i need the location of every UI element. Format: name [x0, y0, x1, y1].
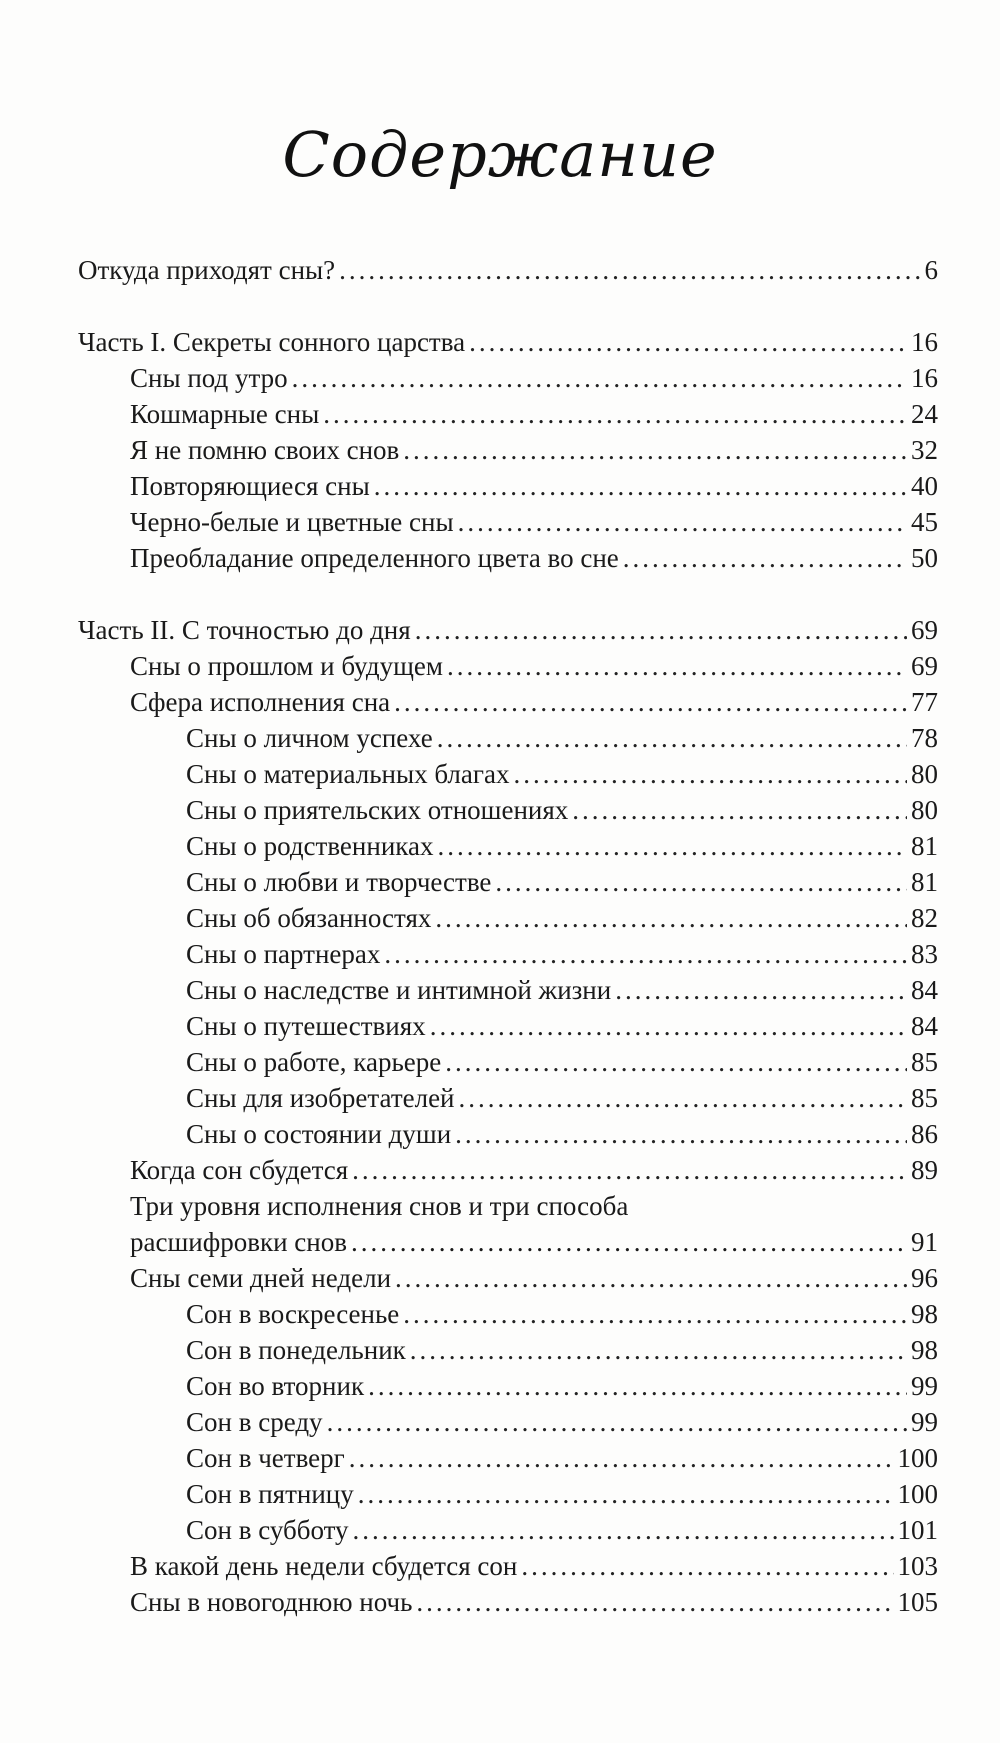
- table-of-contents: [78, 252, 938, 1656]
- toc-leader-dots: [513, 756, 907, 792]
- toc-leader-dots: [458, 504, 907, 540]
- toc-page-number: 69: [911, 651, 938, 681]
- toc-page-number: 16: [911, 327, 938, 357]
- toc-leader-dots: [435, 900, 907, 936]
- toc-entry[interactable]: [78, 1296, 938, 1332]
- toc-entry-part2[interactable]: [78, 612, 938, 648]
- toc-entry-label: В какой день недели сбудется сон: [130, 1551, 518, 1581]
- toc-leader-dots: [403, 1296, 907, 1332]
- toc-page-number: 86: [911, 1119, 938, 1149]
- toc-entry[interactable]: [78, 468, 938, 504]
- toc-entry-label: Сны о партнерах: [186, 939, 381, 969]
- toc-entry[interactable]: [78, 252, 938, 288]
- toc-page-number: 50: [911, 543, 938, 573]
- toc-entry-label: Часть I. Секреты сонного царства: [78, 327, 466, 357]
- toc-page-number: 101: [897, 1515, 938, 1545]
- toc-entry-label: Сон в четверг: [186, 1443, 345, 1473]
- toc-leader-dots: [455, 1116, 907, 1152]
- toc-entry[interactable]: [78, 1080, 938, 1116]
- toc-leader-dots: [615, 972, 907, 1008]
- toc-section-part2: [78, 612, 938, 1620]
- toc-page-number: 100: [897, 1443, 938, 1473]
- toc-page-number: 99: [911, 1371, 938, 1401]
- toc-entry-label: Сны семи дней недели: [130, 1263, 392, 1293]
- toc-entry-label: Сон в субботу: [186, 1515, 349, 1545]
- toc-entry[interactable]: [78, 1044, 938, 1080]
- toc-entry-label: Сны о родственниках: [186, 831, 434, 861]
- toc-leader-dots: [447, 648, 907, 684]
- toc-page-number: 85: [911, 1047, 938, 1077]
- toc-leader-dots: [349, 1440, 894, 1476]
- toc-leader-dots: [445, 1044, 907, 1080]
- toc-entry[interactable]: [78, 1260, 938, 1296]
- toc-page-number: 69: [911, 615, 938, 645]
- toc-entry[interactable]: [78, 1548, 938, 1584]
- toc-leader-dots: [384, 936, 907, 972]
- toc-entry[interactable]: [78, 684, 938, 720]
- toc-entry-label: Сны о приятельских отношениях: [186, 795, 569, 825]
- toc-entry-label: Сны о любви и творчестве: [186, 867, 492, 897]
- toc-entry-label: Сны о путешествиях: [186, 1011, 426, 1041]
- toc-page-number: 81: [911, 867, 938, 897]
- toc-entry[interactable]: [78, 756, 938, 792]
- toc-leader-dots: [339, 252, 920, 288]
- toc-page-number: 24: [911, 399, 938, 429]
- toc-entry[interactable]: [78, 900, 938, 936]
- toc-page-number: 91: [911, 1227, 938, 1257]
- toc-entry-label: Откуда приходят сны?: [78, 255, 336, 285]
- toc-leader-dots: [351, 1224, 907, 1260]
- toc-entry-label: Преобладание определенного цвета во сне: [130, 543, 619, 573]
- toc-section-part1: [78, 324, 938, 576]
- toc-page-number: 16: [911, 363, 938, 393]
- toc-entry-label: Часть II. С точностью до дня: [78, 615, 411, 645]
- toc-page-number: 40: [911, 471, 938, 501]
- toc-leader-dots: [358, 1476, 894, 1512]
- toc-entry[interactable]: [78, 792, 938, 828]
- toc-entry-label: Сны об обязанностях: [186, 903, 432, 933]
- toc-entry-label: Сон в понедельник: [186, 1335, 406, 1365]
- page-title: Содержание: [282, 118, 718, 191]
- toc-entry[interactable]: [78, 1368, 938, 1404]
- toc-entry[interactable]: [78, 648, 938, 684]
- toc-entry-line2: [130, 1224, 938, 1260]
- toc-entry[interactable]: [78, 1584, 938, 1620]
- toc-page-number: 89: [911, 1155, 938, 1185]
- toc-entry-label: Сны под утро: [130, 363, 288, 393]
- toc-entry-label: Сны о материальных благах: [186, 759, 510, 789]
- toc-entry-label: Сны о работе, карьере: [186, 1047, 442, 1077]
- toc-entry-label: Сны о прошлом и будущем: [130, 651, 443, 681]
- toc-leader-dots: [437, 828, 907, 864]
- toc-leader-dots: [495, 864, 907, 900]
- toc-leader-dots: [623, 540, 907, 576]
- toc-entry[interactable]: [78, 1152, 938, 1188]
- toc-entry-label: Сны о состоянии души: [186, 1119, 452, 1149]
- toc-page-number: 98: [911, 1299, 938, 1329]
- toc-page-number: 103: [897, 1551, 938, 1581]
- toc-entry[interactable]: [78, 396, 938, 432]
- toc-leader-dots: [352, 1152, 907, 1188]
- toc-leader-dots: [374, 468, 907, 504]
- toc-entry-multiline[interactable]: [78, 1188, 938, 1260]
- toc-leader-dots: [353, 1512, 894, 1548]
- toc-entry[interactable]: [78, 864, 938, 900]
- toc-leader-dots: [410, 1332, 907, 1368]
- toc-entry-label: Сны для изобретателей: [186, 1083, 455, 1113]
- toc-entry-label-line1: Три уровня исполнения снов и три способа: [130, 1191, 629, 1221]
- toc-entry[interactable]: [78, 936, 938, 972]
- toc-page-number: 32: [911, 435, 938, 465]
- toc-leader-dots: [403, 432, 907, 468]
- toc-entry[interactable]: [78, 504, 938, 540]
- toc-entry[interactable]: [78, 972, 938, 1008]
- toc-entry-label: Сон в среду: [186, 1407, 323, 1437]
- toc-page-number: 99: [911, 1407, 938, 1437]
- toc-entry-label: Черно-белые и цветные сны: [130, 507, 454, 537]
- toc-leader-dots: [572, 792, 907, 828]
- toc-leader-dots: [469, 324, 907, 360]
- toc-leader-dots: [394, 684, 907, 720]
- toc-page-number: 96: [911, 1263, 938, 1293]
- toc-leader-dots: [415, 612, 907, 648]
- toc-entry[interactable]: [78, 540, 938, 576]
- toc-entry-label: Сны о личном успехе: [186, 723, 433, 753]
- toc-entry-label: Сон во вторник: [186, 1371, 365, 1401]
- toc-page-number: 77: [911, 687, 938, 717]
- toc-leader-dots: [430, 1008, 907, 1044]
- toc-entry-label-line2: расшифровки снов: [130, 1227, 347, 1257]
- toc-page-number: 98: [911, 1335, 938, 1365]
- toc-entry[interactable]: [78, 1116, 938, 1152]
- toc-entry[interactable]: [78, 720, 938, 756]
- toc-leader-dots: [416, 1584, 893, 1620]
- toc-leader-dots: [437, 720, 907, 756]
- toc-page-number: 80: [911, 795, 938, 825]
- toc-page-number: 84: [911, 1011, 938, 1041]
- toc-leader-dots: [368, 1368, 907, 1404]
- toc-entry-label: Сны о наследстве и интимной жизни: [186, 975, 612, 1005]
- toc-leader-dots: [327, 1404, 907, 1440]
- toc-page-number: 45: [911, 507, 938, 537]
- toc-page-number: 78: [911, 723, 938, 753]
- toc-page-number: 81: [911, 831, 938, 861]
- toc-page-number: 85: [911, 1083, 938, 1113]
- toc-entry[interactable]: [78, 828, 938, 864]
- toc-entry-label: Когда сон сбудется: [130, 1155, 349, 1185]
- toc-page-number: 84: [911, 975, 938, 1005]
- toc-entry-label: Сфера исполнения сна: [130, 687, 391, 717]
- toc-leader-dots: [459, 1080, 907, 1116]
- toc-leader-dots: [395, 1260, 907, 1296]
- toc-entry[interactable]: [78, 1512, 938, 1548]
- toc-entry-label: Сон в пятницу: [186, 1479, 354, 1509]
- toc-section-intro: [78, 252, 938, 288]
- toc-entry[interactable]: [78, 1440, 938, 1476]
- toc-leader-dots: [521, 1548, 893, 1584]
- toc-entry-label: Повторяющиеся сны: [130, 471, 370, 501]
- toc-entry-part1[interactable]: [78, 324, 938, 360]
- toc-entry[interactable]: [78, 1332, 938, 1368]
- toc-page-number: 105: [897, 1587, 938, 1617]
- toc-entry[interactable]: [78, 360, 938, 396]
- toc-page-number: 6: [924, 255, 938, 285]
- toc-page-number: 100: [897, 1479, 938, 1509]
- toc-entry-label: Кошмарные сны: [130, 399, 320, 429]
- toc-page-number: 82: [911, 903, 938, 933]
- toc-leader-dots: [292, 360, 907, 396]
- toc-entry-label: Сны в новогоднюю ночь: [130, 1587, 413, 1617]
- toc-entry[interactable]: [78, 1476, 938, 1512]
- toc-entry-label: Сон в воскресенье: [186, 1299, 400, 1329]
- toc-entry-label: Я не помню своих снов: [130, 435, 400, 465]
- toc-page-number: 83: [911, 939, 938, 969]
- toc-entry[interactable]: [78, 432, 938, 468]
- toc-entry[interactable]: [78, 1404, 938, 1440]
- toc-entry[interactable]: [78, 1008, 938, 1044]
- toc-leader-dots: [323, 396, 907, 432]
- toc-page-number: 80: [911, 759, 938, 789]
